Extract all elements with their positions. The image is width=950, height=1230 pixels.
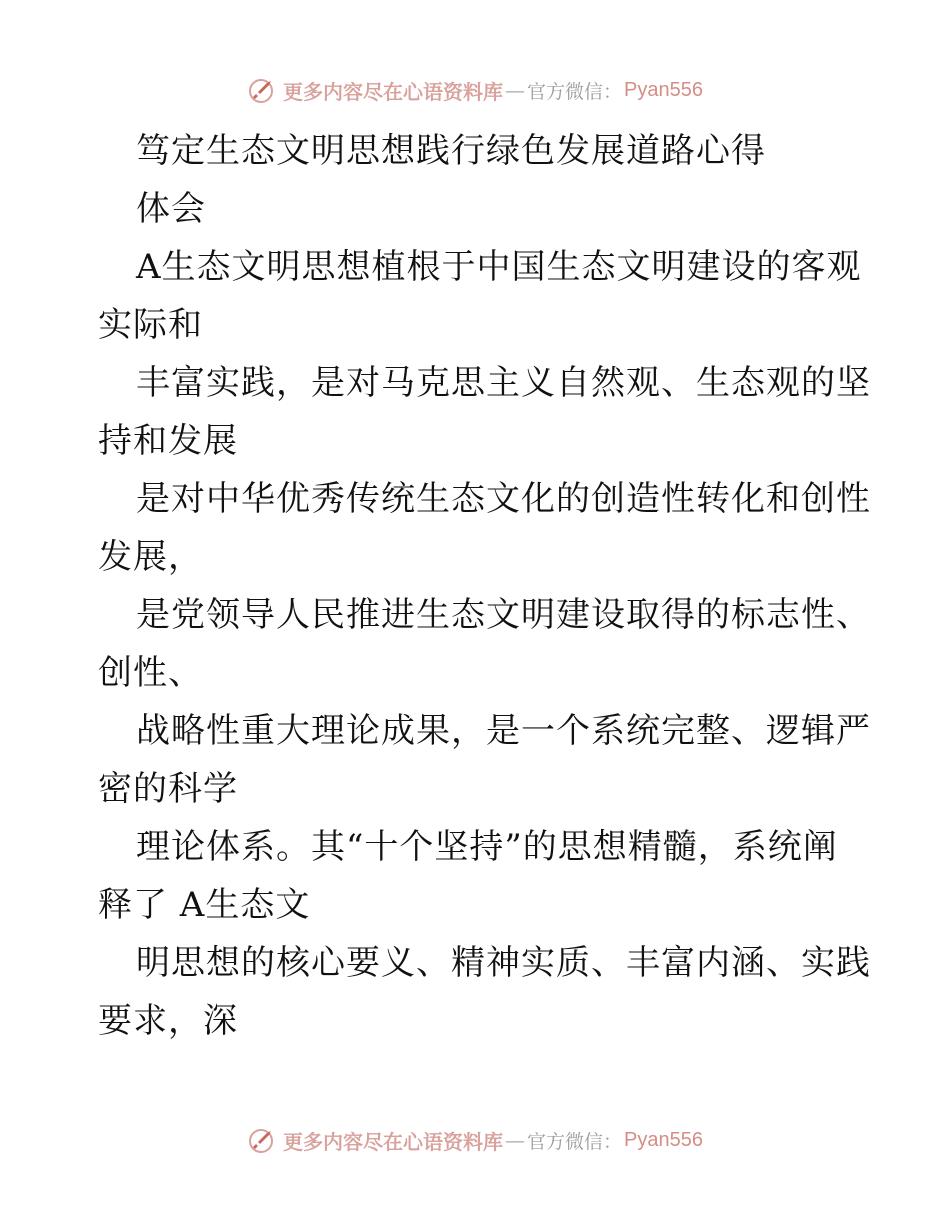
paragraph-line: 战略性重大理论成果，是一个系统完整、逻辑严 bbox=[136, 711, 871, 751]
wechat-label: 官方微信： bbox=[527, 1130, 623, 1153]
paragraph-line: 创性、 bbox=[98, 653, 203, 693]
paragraph-line: 发展， bbox=[98, 537, 203, 577]
paragraph-line: 释了 A生态文 bbox=[98, 885, 311, 925]
wechat-id: Pyan556 bbox=[624, 78, 703, 101]
paragraph-line: 理论体系。其“十个坚持”的思想精髓，系统阐 bbox=[136, 827, 838, 867]
document-body bbox=[98, 122, 871, 1050]
banner-dash: — bbox=[505, 78, 525, 102]
document-title-line: 笃定生态文明思想践行绿色发展道路心得 bbox=[136, 131, 766, 171]
paragraph-line: 要求，深 bbox=[98, 1001, 238, 1041]
pen-nib-logo-icon bbox=[247, 75, 277, 105]
document-title-line: 体会 bbox=[136, 189, 206, 229]
paragraph-line: A生态文明思想植根于中国生态文明建设的客观 bbox=[136, 247, 862, 287]
banner-text: 更多内容尽在心语资料库 bbox=[283, 1129, 503, 1154]
header-banner bbox=[0, 70, 950, 110]
wechat-label: 官方微信： bbox=[527, 80, 623, 103]
footer-banner bbox=[0, 1120, 950, 1160]
paragraph-line: 实际和 bbox=[98, 305, 203, 345]
banner-text: 更多内容尽在心语资料库 bbox=[283, 79, 503, 104]
paragraph-line: 是对中华优秀传统生态文化的创造性转化和创性 bbox=[136, 479, 871, 519]
paragraph-line: 密的科学 bbox=[98, 769, 238, 809]
paragraph-line: 丰富实践，是对马克思主义自然观、生态观的坚 bbox=[136, 363, 871, 403]
pen-nib-logo-icon bbox=[247, 1125, 277, 1155]
wechat-id: Pyan556 bbox=[624, 1128, 703, 1151]
paragraph-line: 是党领导人民推进生态文明建设取得的标志性、 bbox=[136, 595, 871, 635]
paragraph-line: 明思想的核心要义、精神实质、丰富内涵、实践 bbox=[136, 943, 871, 983]
paragraph-line: 持和发展 bbox=[98, 421, 238, 461]
banner-dash: — bbox=[505, 1128, 525, 1152]
